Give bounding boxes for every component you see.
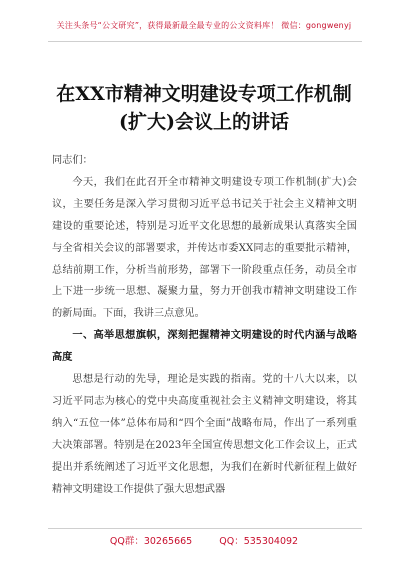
footer-divider [48, 528, 362, 529]
footer-qq-group: QQ群：30265665 [109, 536, 193, 547]
header-divider [48, 41, 362, 42]
salutation: 同志们： [52, 155, 93, 166]
document-title [30, 80, 378, 136]
paragraph-1: 今天，我们在此召开全市精神文明建设专项工作机制(扩大)会议，主要任务是深入学习贯彻习近平总书记关于社会主义精神文明建设的重要论述，特别是习近平文化思想的最新成果认真落实全国与全省相关会议的部署要求，并传达市委XX同志的重要批示精神，总结前期工作，分析当前形势，部署下一阶段重点任务，动员全市上下进一步统一思想、凝聚力量，努力开创我市精神文明建设工作的新局面。下面，我讲三点意见。 [52, 176, 357, 320]
document-body [52, 150, 357, 501]
header-banner: 关注头条号“公文研究”，获得最新最全最专业的公文资料库！ 微信：gongwenyj [56, 21, 352, 30]
footer [0, 533, 408, 547]
title-line-2: (扩大)会议上的讲话 [119, 111, 289, 133]
paragraph-2: 思想是行动的先导，理论是实践的指南。党的十八大以来，以习近平同志为核心的党中央高度重视社会主义精神文明建设，将其纳入“五位一体”总体布局和“四个全面”战略布局，作出了一系列重大决策部署。特别是在2023年全国宣传思想文化工作会议上，正式提出并系统阐述了习近平文化思想，为我们在新时代新征程上做好精神文明建设工作提供了强大思想武器 [52, 374, 357, 495]
footer-qq: QQ：535304092 [219, 536, 299, 547]
title-line-1: 在XX市精神文明建设专项工作机制 [56, 83, 352, 105]
section-1-heading: 一、高举思想旗帜，深刻把握精神文明建设的时代内涵与战略高度 [52, 329, 357, 364]
